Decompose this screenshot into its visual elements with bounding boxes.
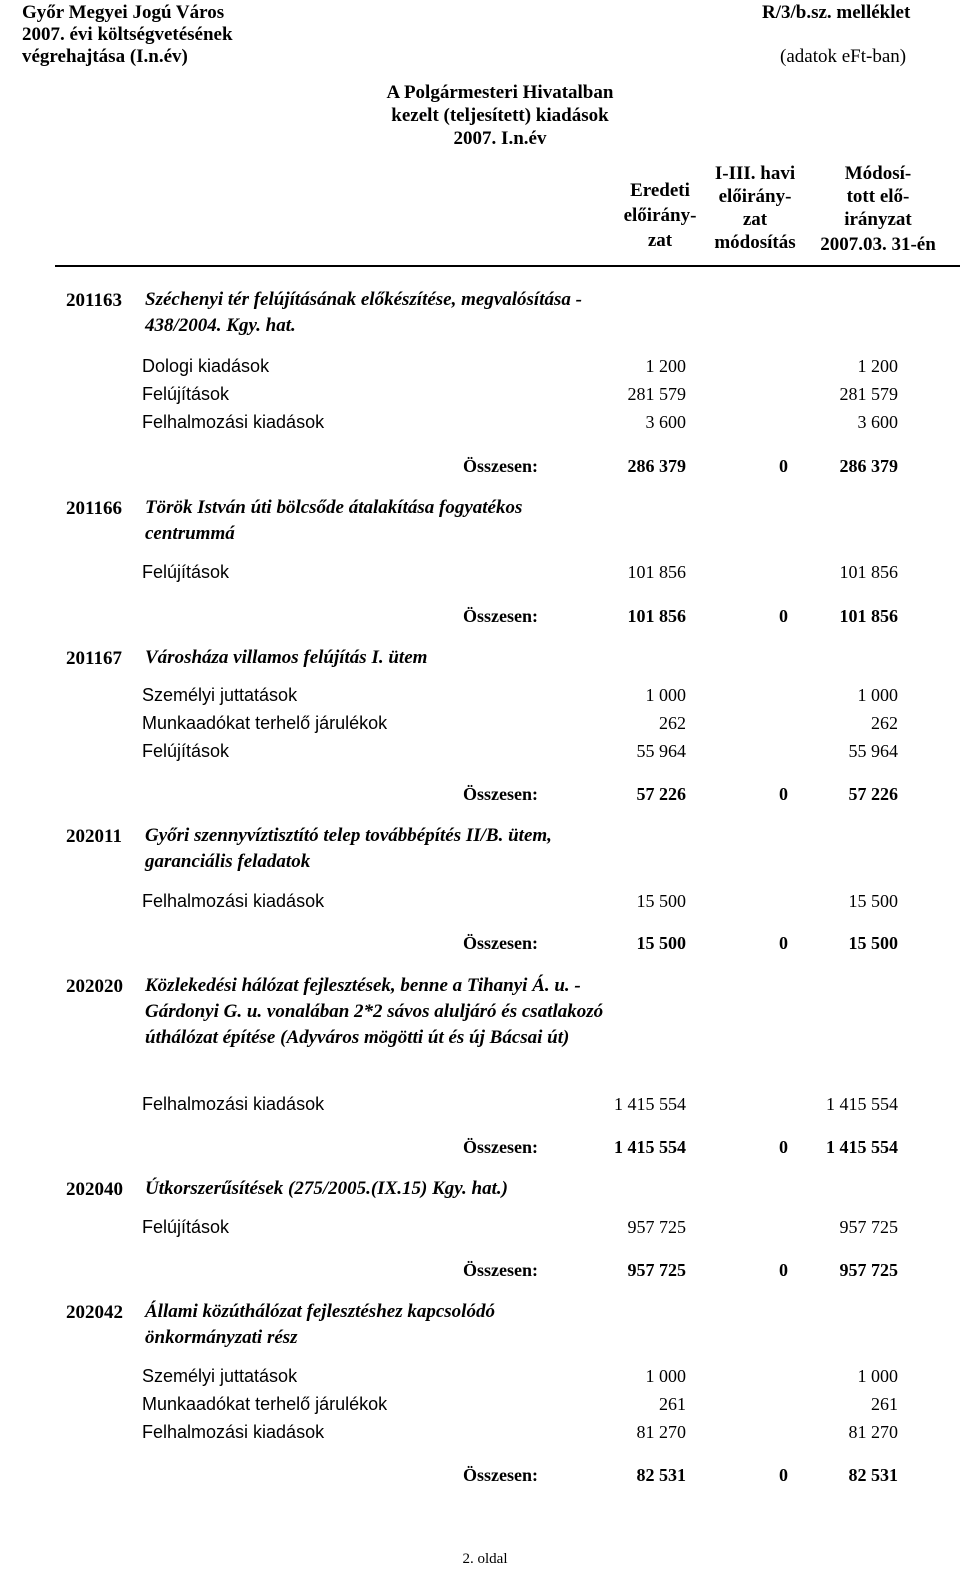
total-original: 57 226 bbox=[636, 784, 686, 804]
col-original-line-3: zat bbox=[647, 230, 673, 251]
item-original: 1 200 bbox=[645, 356, 686, 376]
total-original: 82 531 bbox=[636, 1465, 686, 1485]
section-code: 202020 bbox=[66, 976, 123, 997]
total-modified: 101 856 bbox=[839, 606, 898, 626]
total-modified: 15 500 bbox=[848, 933, 898, 953]
item-original: 15 500 bbox=[636, 891, 686, 911]
total-modification: 0 bbox=[779, 606, 788, 626]
total-original: 101 856 bbox=[627, 606, 686, 626]
total-modified: 286 379 bbox=[839, 456, 898, 476]
header-divider bbox=[55, 265, 960, 267]
section-title: Útkorszerűsítések (275/2005.(IX.15) Kgy. hat.) bbox=[145, 1178, 508, 1199]
item-label: Munkaadókat terhelő járulékok bbox=[142, 713, 388, 733]
item-modified: 15 500 bbox=[848, 891, 898, 911]
section-code: 201166 bbox=[66, 498, 122, 519]
section-code: 201163 bbox=[66, 290, 122, 311]
total-modified: 57 226 bbox=[848, 784, 898, 804]
item-label: Személyi juttatások bbox=[142, 685, 298, 705]
header-left-line-3: végrehajtása (I.n.év) bbox=[22, 46, 188, 67]
col-original-line-2: előirány- bbox=[623, 205, 697, 226]
section-code: 201167 bbox=[66, 648, 122, 669]
item-label: Felhalmozási kiadások bbox=[142, 1094, 325, 1114]
units-note: (adatok eFt-ban) bbox=[780, 46, 907, 67]
total-modification: 0 bbox=[779, 784, 788, 804]
total-label: Összesen: bbox=[463, 784, 538, 804]
section-title: Győri szennyvíztisztító telep továbbépítés II/B. ütem, garanciális feladatok bbox=[145, 825, 552, 872]
total-modified: 1 415 554 bbox=[826, 1137, 898, 1157]
item-modified: 101 856 bbox=[839, 562, 898, 582]
item-label: Dologi kiadások bbox=[142, 356, 270, 376]
col-modification-line-1: I-III. havi bbox=[714, 163, 796, 184]
header-center-line-3: 2007. I.n.év bbox=[453, 128, 547, 149]
item-modified: 55 964 bbox=[848, 741, 898, 761]
total-original: 1 415 554 bbox=[614, 1137, 686, 1157]
item-label: Felújítások bbox=[142, 1217, 230, 1237]
item-modified: 262 bbox=[871, 713, 898, 733]
item-modified: 281 579 bbox=[839, 384, 898, 404]
section-title: Török István úti bölcsőde átalakítása fogyatékos centrummá bbox=[145, 497, 523, 544]
item-label: Személyi juttatások bbox=[142, 1366, 298, 1386]
header-left-line-1: Győr Megyei Jogú Város bbox=[22, 2, 225, 23]
total-original: 15 500 bbox=[636, 933, 686, 953]
col-modified-line-3: irányzat bbox=[844, 209, 912, 230]
col-modification-line-3: zat bbox=[742, 209, 768, 230]
item-label: Felújítások bbox=[142, 741, 230, 761]
item-label: Felújítások bbox=[142, 562, 230, 582]
item-modified: 1 200 bbox=[857, 356, 898, 376]
total-modification: 0 bbox=[779, 456, 788, 476]
header-center-line-1: A Polgármesteri Hivatalban bbox=[386, 82, 614, 103]
item-original: 1 415 554 bbox=[614, 1094, 686, 1114]
item-modified: 261 bbox=[871, 1394, 898, 1414]
item-original: 3 600 bbox=[645, 412, 686, 432]
annex-label: R/3/b.sz. melléklet bbox=[762, 2, 911, 23]
section-title: Városháza villamos felújítás I. ütem bbox=[145, 647, 428, 668]
section-title: Állami közúthálózat fejlesztéshez kapcsolódó önkormányzati rész bbox=[145, 1301, 495, 1348]
col-modification-line-2: előirány- bbox=[718, 186, 792, 207]
total-original: 286 379 bbox=[627, 456, 686, 476]
total-modified: 82 531 bbox=[848, 1465, 898, 1485]
item-label: Felhalmozási kiadások bbox=[142, 891, 325, 911]
col-original-line-1: Eredeti bbox=[630, 180, 690, 201]
col-modified-line-4: 2007.03. 31-én bbox=[820, 234, 936, 255]
section-title: Közlekedési hálózat fejlesztések, benne a Tihanyi Á. u. - Gárdonyi G. u. vonalában 2*2 sávos aluljáró és csatlakozó úthálózat építése (Adyváros mögötti út és új Bácsai út) bbox=[145, 975, 604, 1048]
item-modified: 1 000 bbox=[857, 685, 898, 705]
item-original: 261 bbox=[659, 1394, 686, 1414]
section-code: 202011 bbox=[66, 826, 122, 847]
total-label: Összesen: bbox=[463, 1260, 538, 1280]
item-modified: 81 270 bbox=[848, 1422, 898, 1442]
item-original: 262 bbox=[659, 713, 686, 733]
header-center-line-2: kezelt (teljesített) kiadások bbox=[391, 105, 609, 126]
total-modification: 0 bbox=[779, 1465, 788, 1485]
total-label: Összesen: bbox=[463, 1137, 538, 1157]
item-modified: 1 000 bbox=[857, 1366, 898, 1386]
col-modification-line-4: módosítás bbox=[714, 232, 796, 253]
item-original: 1 000 bbox=[645, 685, 686, 705]
total-label: Összesen: bbox=[463, 456, 538, 476]
col-modified-line-2: tott elő- bbox=[846, 186, 910, 207]
item-original: 1 000 bbox=[645, 1366, 686, 1386]
item-modified: 3 600 bbox=[857, 412, 898, 432]
item-original: 281 579 bbox=[627, 384, 686, 404]
total-modification: 0 bbox=[779, 933, 788, 953]
col-modified-line-1: Módosí- bbox=[844, 163, 912, 184]
page-number: 2. oldal bbox=[462, 1551, 508, 1567]
item-original: 957 725 bbox=[627, 1217, 686, 1237]
item-label: Felhalmozási kiadások bbox=[142, 412, 325, 432]
item-label: Munkaadókat terhelő járulékok bbox=[142, 1394, 388, 1414]
total-label: Összesen: bbox=[463, 606, 538, 626]
item-modified: 1 415 554 bbox=[826, 1094, 898, 1114]
section-code: 202042 bbox=[66, 1302, 123, 1323]
section-title: Széchenyi tér felújításának előkészítése, megvalósítása - 438/2004. Kgy. hat. bbox=[145, 289, 582, 336]
item-original: 101 856 bbox=[627, 562, 686, 582]
item-original: 55 964 bbox=[636, 741, 686, 761]
total-modification: 0 bbox=[779, 1137, 788, 1157]
section-code: 202040 bbox=[66, 1179, 123, 1200]
item-original: 81 270 bbox=[636, 1422, 686, 1442]
item-label: Felhalmozási kiadások bbox=[142, 1422, 325, 1442]
total-modification: 0 bbox=[779, 1260, 788, 1280]
total-original: 957 725 bbox=[627, 1260, 686, 1280]
header-left-line-2: 2007. évi költségvetésének bbox=[22, 24, 233, 45]
total-label: Összesen: bbox=[463, 1465, 538, 1485]
item-label: Felújítások bbox=[142, 384, 230, 404]
total-label: Összesen: bbox=[463, 933, 538, 953]
total-modified: 957 725 bbox=[839, 1260, 898, 1280]
item-modified: 957 725 bbox=[839, 1217, 898, 1237]
